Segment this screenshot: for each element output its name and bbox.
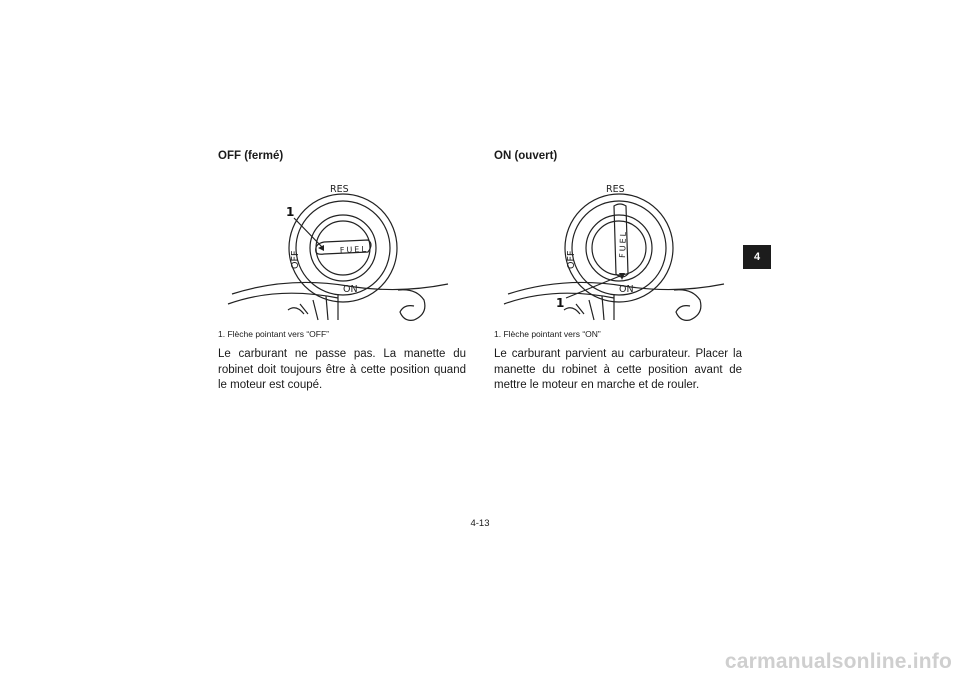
fuel-cock-on-illustration [494, 174, 742, 322]
callout-number: 1 [556, 296, 565, 310]
off-label: OFF [566, 250, 577, 269]
fuel-cock-off-illustration [218, 174, 466, 322]
off-heading: OFF (fermé) [218, 150, 284, 162]
off-caption: 1. Flèche pointant vers “OFF” [218, 329, 330, 339]
fuel-cock-off-drawing [218, 174, 466, 322]
callout-number: 1 [286, 205, 295, 219]
on-label: ON [343, 284, 358, 295]
chapter-tab: 4 [743, 245, 771, 269]
right-column [494, 148, 742, 394]
on-caption: 1. Flèche pointant vers “ON” [494, 329, 601, 339]
fuel-cock-on-drawing [494, 174, 742, 322]
on-heading: ON (ouvert) [494, 150, 558, 162]
on-body-text: Le carburant parvient au carburateur. Placer la manette du robinet à cette position avant de mettre le moteur en marche et de rouler. [494, 348, 742, 391]
page-number: 4-13 [470, 518, 490, 529]
fuel-label: FUEL [618, 229, 628, 259]
on-label: ON [619, 284, 634, 295]
res-label: RES [330, 184, 349, 195]
res-label: RES [606, 184, 625, 195]
off-label: OFF [290, 250, 301, 269]
left-column [218, 148, 466, 394]
watermark: carmanualsonline.info [724, 650, 952, 673]
fuel-label: FUEL [339, 244, 369, 255]
off-body-text: Le carburant ne passe pas. La manette du robinet doit toujours être à cette position quand le moteur est coupé. [218, 348, 466, 391]
